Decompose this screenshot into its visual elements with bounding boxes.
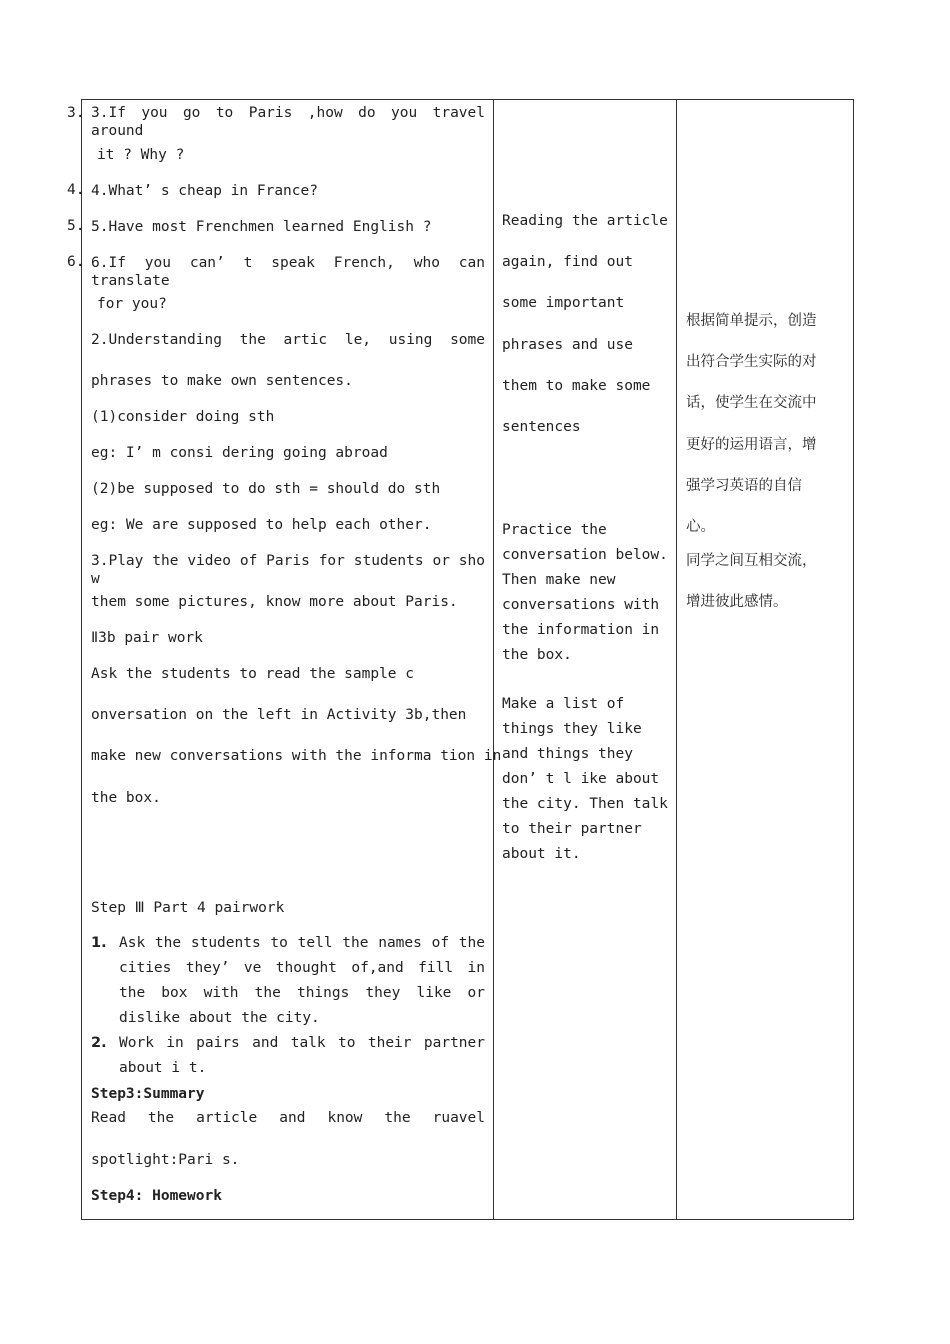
lesson-table <box>81 99 854 1220</box>
list-item <box>91 931 485 1031</box>
purpose-column <box>677 100 854 1220</box>
purpose-line: 强学习英语的自信 <box>686 477 802 494</box>
summary-line1: Read the article and know the ruavel <box>91 1110 485 1126</box>
make-list-line: the city. Then talk <box>502 796 668 812</box>
practice-line: conversations with <box>502 597 660 613</box>
video-line2: them some pictures, know more about Paris. <box>91 594 458 610</box>
practice-line: the box. <box>502 647 572 663</box>
ask-line3: make new conversations with the informa tion in <box>91 748 502 764</box>
reading-line: phrases and use <box>502 336 633 353</box>
list-item <box>91 1031 485 1081</box>
purpose-line: 更好的运用语言，增 <box>686 436 817 453</box>
phrase-consider-example: eg: I’ m consi dering going abroad <box>91 445 388 461</box>
make-list-line: things they like <box>502 721 642 737</box>
question-5: 5.Have most Frenchmen learned English ? <box>91 219 432 235</box>
question-4: 4.What’ s cheap in France? <box>91 183 318 199</box>
understanding-line2: phrases to make own sentences. <box>91 373 353 389</box>
summary-title: Step3:Summary <box>91 1086 205 1102</box>
make-list-line: don’ t l ike about <box>502 771 660 787</box>
phrase-supposed-example: eg: We are supposed to help each other. <box>91 517 432 533</box>
list-number: 2. <box>91 1035 107 1051</box>
purpose-line: 心。 <box>686 519 715 536</box>
make-list-block <box>502 692 672 867</box>
question-3-line1: 3.If you go to Paris ,how do you travel around <box>91 105 485 139</box>
ask-line2: onversation on the left in Activity 3b,then <box>91 707 467 723</box>
step-3-title: Step Ⅲ Part 4 pairwork <box>91 900 285 916</box>
question-3-line2: it ? Why ? <box>97 147 185 163</box>
practice-block <box>502 518 672 668</box>
pairwork-title: Ⅱ3b pair work <box>91 630 203 646</box>
outer-number-5: 5. <box>67 218 85 234</box>
practice-line: the information in <box>502 622 660 638</box>
practice-line: conversation below. <box>502 547 668 563</box>
exchange-block <box>686 541 848 623</box>
list-text: Work in pairs and talk to their partner about i t. <box>119 1035 485 1076</box>
purpose-line: 出符合学生实际的对 <box>686 354 817 371</box>
procedure-column <box>82 100 502 1220</box>
outer-number-6: 6. <box>67 254 85 270</box>
list-text: Ask the students to tell the names of the cities they’ ve thought of,and fill in the box with the things they like or dislike about the city. <box>119 935 485 1026</box>
exchange-line: 增进彼此感情。 <box>686 594 788 610</box>
practice-line: Practice the <box>502 522 607 538</box>
purpose-line: 根据简单提示，创造 <box>686 313 817 329</box>
make-list-line: about it. <box>502 846 581 862</box>
understanding-line1: 2.Understanding the artic le, using some <box>91 332 485 348</box>
list-number: 1. <box>91 935 107 951</box>
reading-line: Reading the article <box>502 213 668 229</box>
question-6-line2: for you? <box>97 296 167 312</box>
purpose-line: 话，使学生在交流中 <box>686 395 817 412</box>
purpose-block <box>686 301 848 548</box>
activity-column <box>494 100 677 1220</box>
homework-title: Step4: Homework <box>91 1188 222 1204</box>
outer-number-4: 4. <box>67 182 85 198</box>
phrase-supposed: (2)be supposed to do sth = should do sth <box>91 481 441 497</box>
phrase-consider: (1)consider doing sth <box>91 409 275 425</box>
reading-line: them to make some <box>502 377 651 394</box>
reading-line: again, find out <box>502 254 633 271</box>
reading-block <box>502 201 672 448</box>
exchange-line: 同学之间互相交流， <box>686 553 817 569</box>
video-line1: 3.Play the video of Paris for students or sho w <box>91 553 485 587</box>
question-6-line1: 6.If you can’ t speak French, who can translate <box>91 255 485 289</box>
ask-line1: Ask the students to read the sample c <box>91 666 415 682</box>
reading-line: sentences <box>502 419 581 436</box>
ask-line4: the box. <box>91 790 161 806</box>
practice-line: Then make new <box>502 572 616 588</box>
reading-line: some important <box>502 295 625 312</box>
outer-number-3: 3. <box>67 105 85 121</box>
summary-line2: spotlight:Pari s. <box>91 1152 240 1168</box>
make-list-line: and things they <box>502 746 633 762</box>
make-list-line: Make a list of <box>502 696 625 712</box>
make-list-line: to their partner <box>502 821 642 837</box>
